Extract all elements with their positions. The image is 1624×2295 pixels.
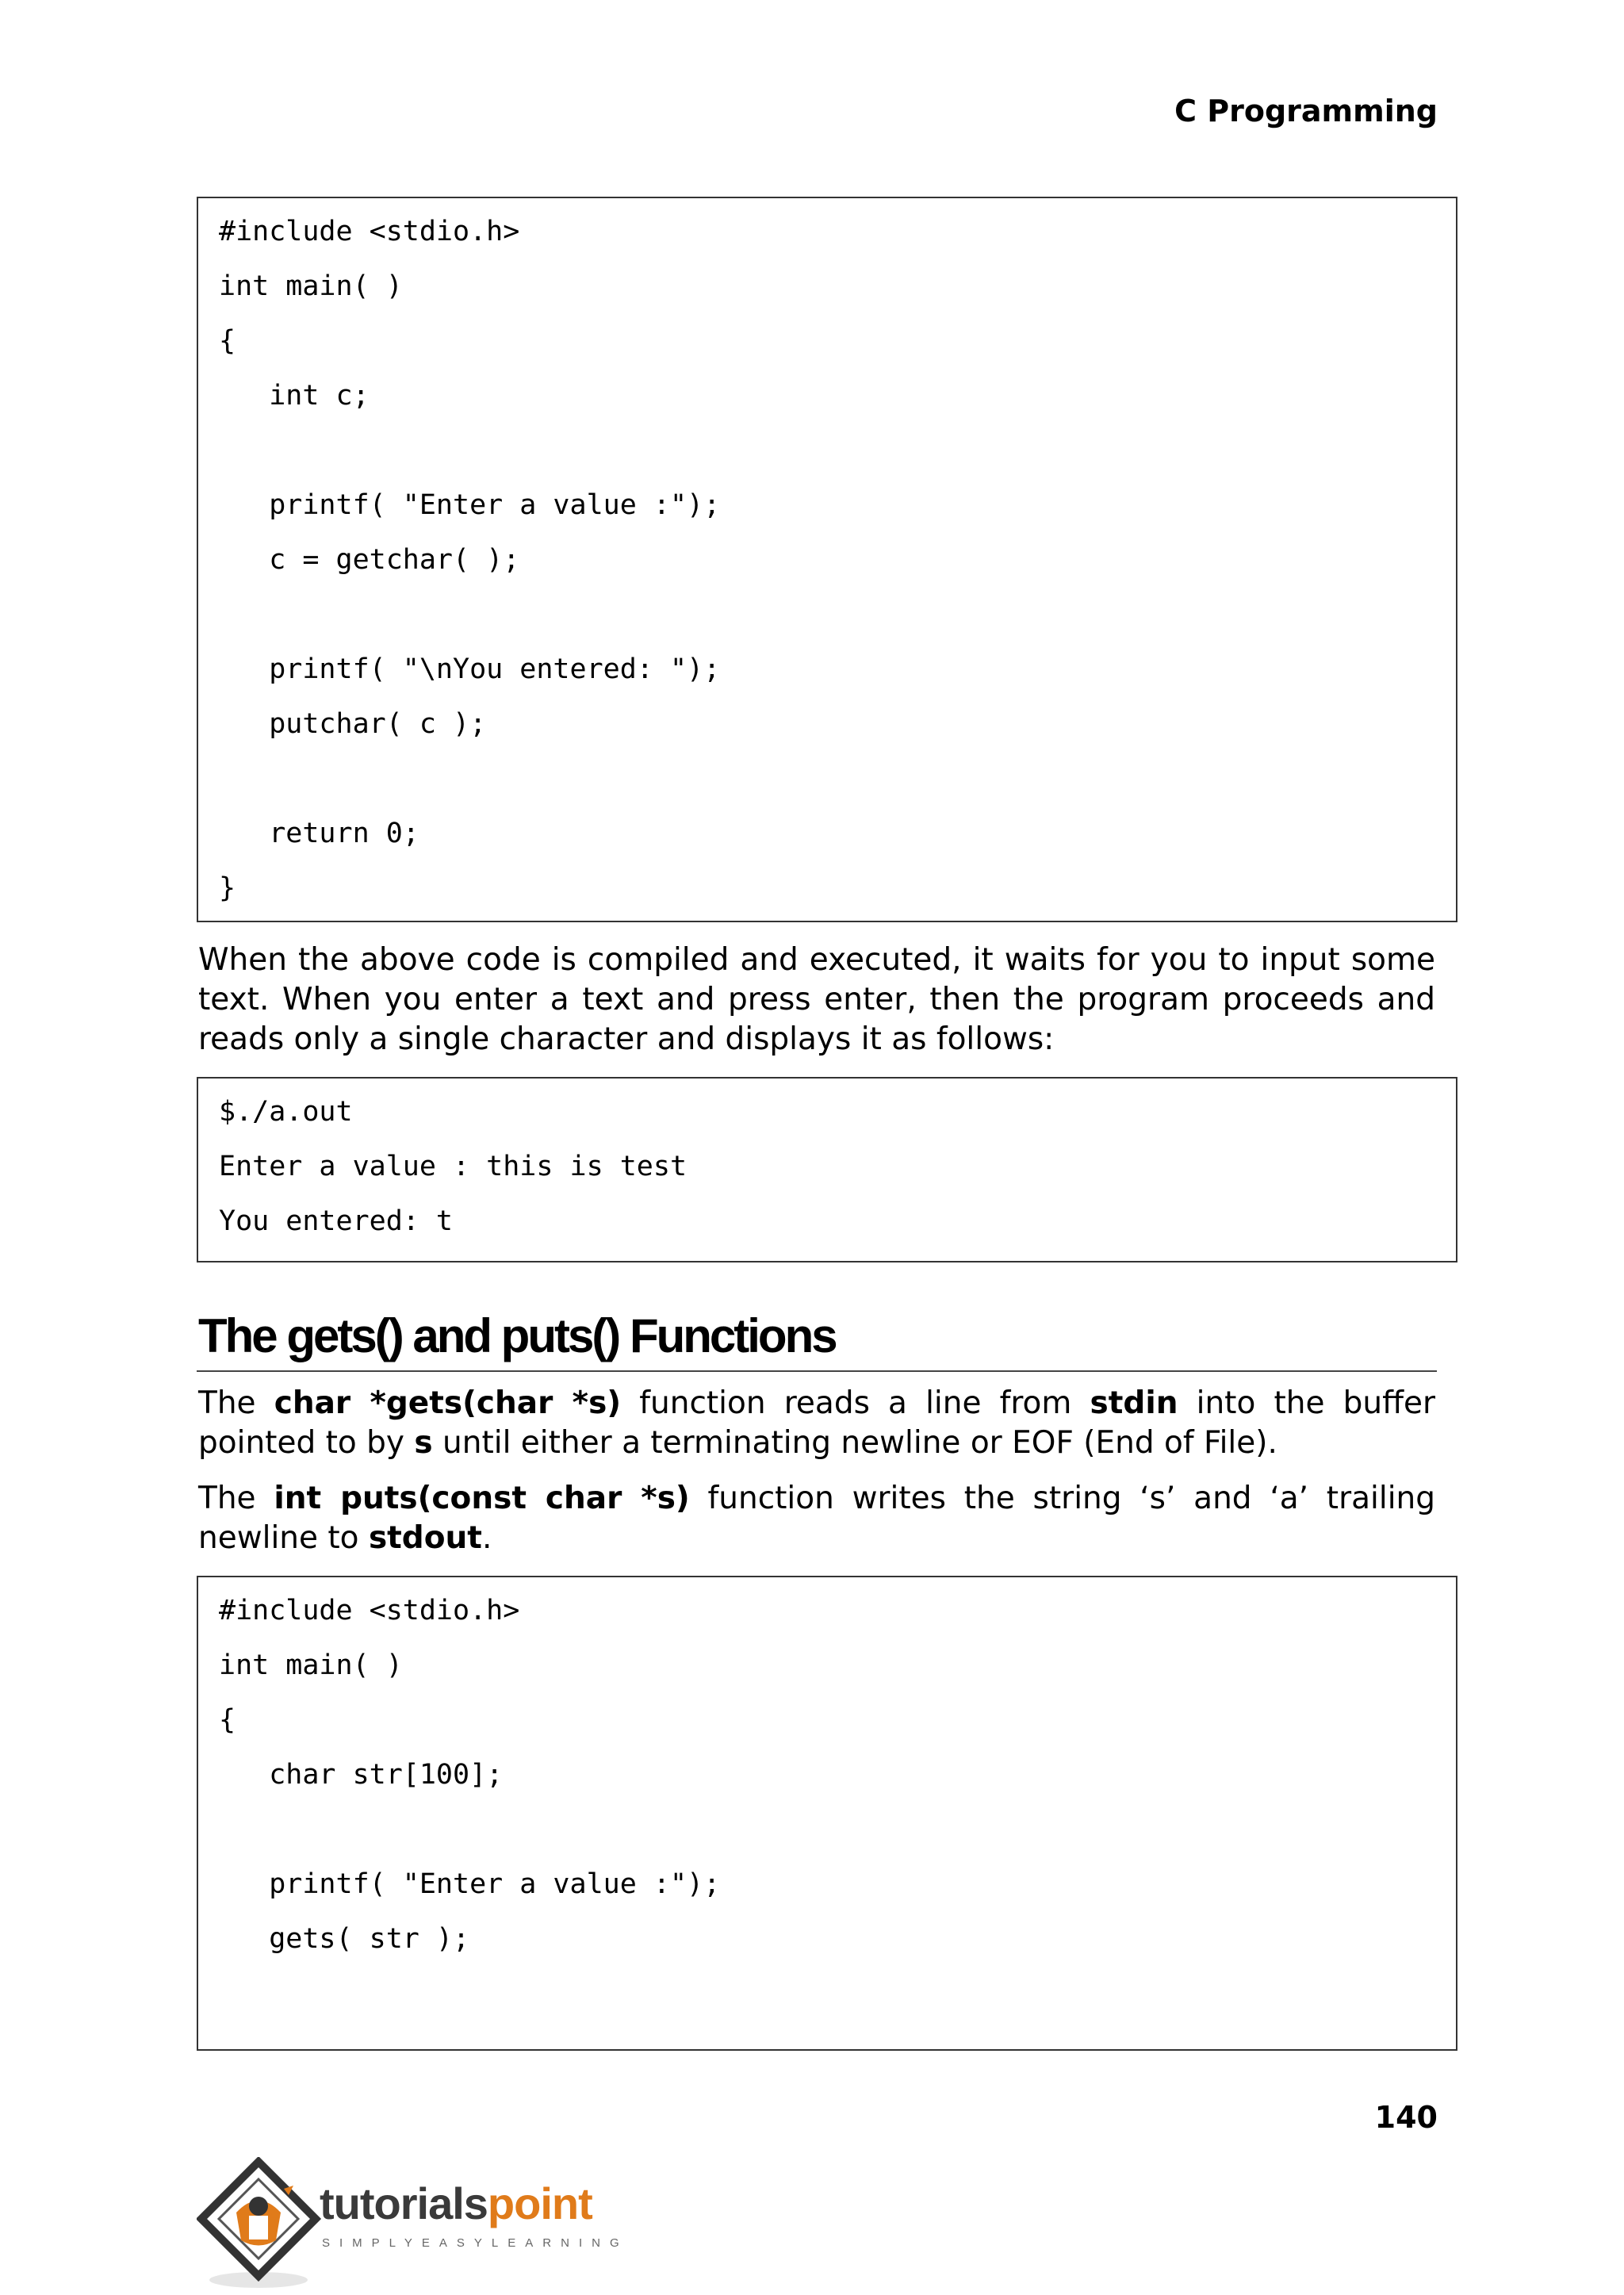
code-line: c = getchar( ); bbox=[219, 544, 520, 576]
text: until either a terminating newline or EOF (End of File). bbox=[432, 1425, 1277, 1461]
code-block-gets-continued bbox=[197, 1990, 1457, 2051]
code-line: putchar( c ); bbox=[219, 708, 487, 740]
logo-word-tutorials: tutorials bbox=[320, 2178, 488, 2228]
paragraph-explanation: When the above code is compiled and executed, it waits for you to input some text. When you enter a text and press enter, then the program proceeds and reads only a single character and displays it as follows: bbox=[198, 942, 1435, 1057]
logo-diamond-icon bbox=[197, 2157, 324, 2292]
text: function reads a line from bbox=[621, 1385, 1090, 1421]
bold-text: stdin bbox=[1090, 1385, 1178, 1421]
code-line: } bbox=[219, 872, 236, 904]
text: . bbox=[481, 1520, 492, 1556]
paragraph-puts bbox=[198, 1479, 1435, 1558]
code-line: char str[100]; bbox=[219, 1759, 504, 1791]
bold-text: s bbox=[414, 1425, 433, 1461]
output-line: Enter a value : this is test bbox=[219, 1151, 688, 1182]
bold-text: char *gets(char *s) bbox=[274, 1385, 622, 1421]
text: function writes the string ‘s’ and ‘a’ trailing newline to bbox=[198, 1481, 1436, 1556]
code-block-getchar bbox=[197, 197, 1457, 922]
output-line: $./a.out bbox=[219, 1096, 353, 1128]
code-line: printf( "\nYou entered: "); bbox=[219, 653, 721, 685]
code-block-gets bbox=[197, 1576, 1457, 2048]
code-line: #include <stdio.h> bbox=[219, 1595, 520, 1626]
output-block bbox=[197, 1077, 1457, 1262]
code-line: #include <stdio.h> bbox=[219, 216, 520, 247]
code-line: { bbox=[219, 325, 236, 357]
logo-tagline: SIMPLYEASYLEARNING bbox=[322, 2236, 629, 2250]
code-line: int main( ) bbox=[219, 270, 403, 302]
code-line: gets( str ); bbox=[219, 1923, 470, 1955]
tutorialspoint-logo bbox=[197, 2157, 641, 2292]
code-line: int main( ) bbox=[219, 1649, 403, 1681]
paragraph-gets bbox=[198, 1384, 1435, 1463]
text: The bbox=[198, 1481, 274, 1516]
logo-wordmark bbox=[320, 2178, 592, 2229]
code-line: { bbox=[219, 1704, 236, 1736]
bold-text: stdout bbox=[368, 1520, 482, 1556]
text: into the buffer pointed to by bbox=[198, 1385, 1435, 1461]
code-line: return 0; bbox=[219, 818, 419, 849]
text: The bbox=[198, 1385, 274, 1421]
code-line: printf( "Enter a value :"); bbox=[219, 489, 721, 521]
output-line: You entered: t bbox=[219, 1205, 454, 1237]
bold-text: int puts(const char *s) bbox=[274, 1481, 690, 1516]
page-number: 140 bbox=[1374, 2100, 1438, 2135]
code-line: printf( "Enter a value :"); bbox=[219, 1868, 721, 1900]
heading-rule bbox=[197, 1370, 1437, 1372]
code-line: int c; bbox=[219, 380, 370, 412]
running-header: C Programming bbox=[1174, 94, 1438, 128]
logo-word-point: point bbox=[487, 2178, 592, 2228]
section-heading: The gets() and puts() Functions bbox=[198, 1309, 836, 1362]
